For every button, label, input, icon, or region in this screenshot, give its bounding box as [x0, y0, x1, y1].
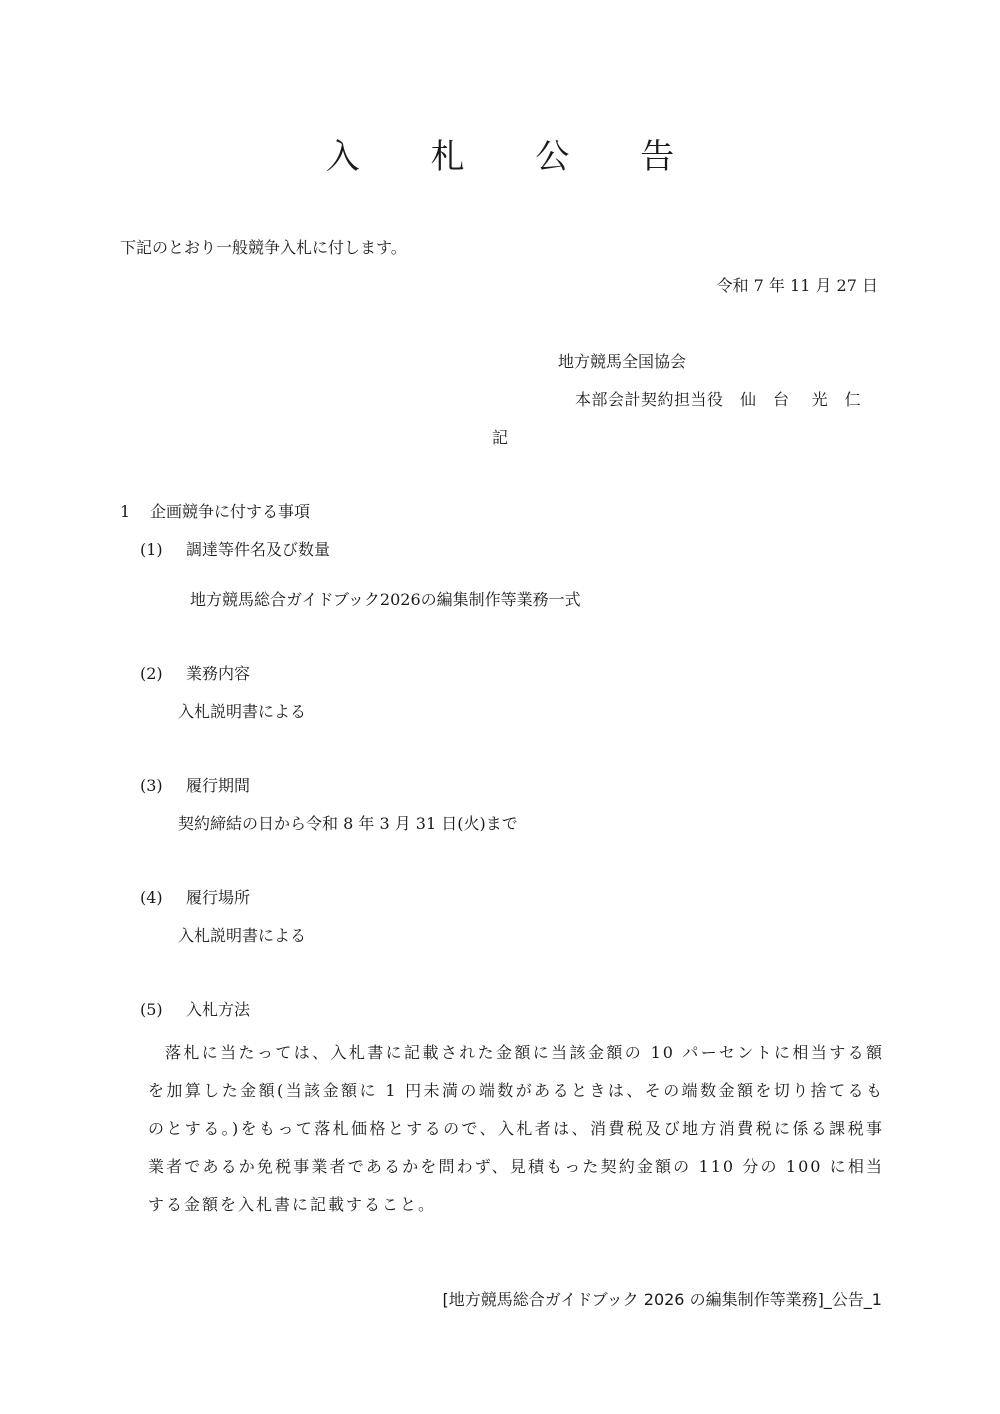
item-heading — [140, 778, 250, 794]
item-number: (4) — [140, 888, 163, 907]
item-number: (3) — [140, 776, 163, 795]
item-label: 調達等件名及び数量 — [186, 540, 331, 559]
item-label: 履行期間 — [186, 776, 251, 795]
document-title: 入 札 公 告 — [325, 137, 705, 177]
section-heading — [120, 504, 310, 520]
issuer-officer: 本部会計契約担当役 仙 台 光 仁 — [575, 390, 862, 409]
item-number: (1) — [140, 540, 163, 559]
ki-heading: 記 — [492, 428, 509, 447]
item-heading — [140, 666, 250, 682]
page-footer: [地方競馬総合ガイドブック 2026 の編集制作等業務]_公告_1 — [442, 1290, 882, 1309]
issue-date: 令和 7 年 11 月 27 日 — [716, 276, 878, 295]
issuer-organization: 地方競馬全国協会 — [558, 352, 687, 371]
item-number: (5) — [140, 1000, 163, 1019]
item-label: 入札方法 — [186, 1000, 251, 1019]
item-body: 契約締結の日から令和 8 年 3 月 31 日(火)まで — [178, 814, 518, 833]
item-body: 入札説明書による — [178, 926, 307, 945]
item-heading — [140, 542, 330, 558]
intro-text: 下記のとおり一般競争入札に付します。 — [120, 238, 407, 257]
item-heading — [140, 1002, 250, 1018]
item-body: 地方競馬総合ガイドブック2026の編集制作等業務一式 — [190, 590, 581, 609]
item-label: 業務内容 — [186, 664, 251, 683]
item-heading — [140, 890, 250, 906]
item-body: 入札説明書による — [178, 702, 307, 721]
item-label: 履行場所 — [186, 888, 251, 907]
section-number: 1 — [120, 502, 131, 521]
bidding-method-paragraph: 落札に当たっては、入札書に記載された金額に当該金額の 10 パーセントに相当する額を加算した金額(当該金額に 1 円未満の端数があるときは、その端数金額を切り捨てるものとする。)をもって落札価格とするので、入札者は、消費税及び地方消費税に係る課税事業者であるか免税事業者であるかを問わず、見積もった契約金額の 110 分の 100 に相当する金額を入札書に記載すること。 — [148, 1043, 884, 1214]
section-title: 企画競争に付する事項 — [150, 502, 311, 521]
item-number: (2) — [140, 664, 163, 683]
